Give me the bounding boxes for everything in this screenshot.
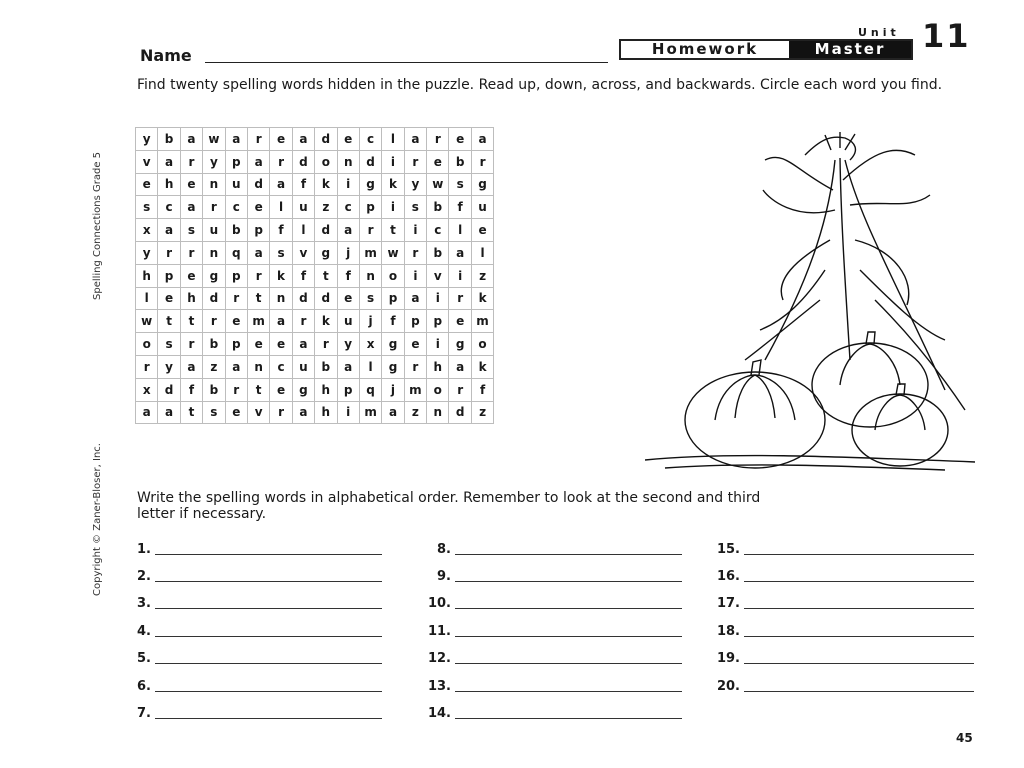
puzzle-row xyxy=(136,287,494,310)
puzzle-letter[interactable]: s xyxy=(158,333,180,356)
puzzle-letter[interactable]: i xyxy=(427,333,449,356)
puzzle-letter[interactable]: b xyxy=(427,196,449,219)
puzzle-letter[interactable]: v xyxy=(292,241,314,264)
answer-line[interactable] xyxy=(425,591,682,611)
answer-number: 20. xyxy=(716,679,740,694)
puzzle-letter[interactable]: b xyxy=(449,150,471,173)
puzzle-letter[interactable]: r xyxy=(359,219,381,242)
puzzle-letter[interactable]: w xyxy=(203,128,225,151)
answer-number: 15. xyxy=(716,542,740,557)
answer-number: 3. xyxy=(137,596,151,611)
puzzle-row xyxy=(136,401,494,424)
puzzle-letter[interactable]: o xyxy=(136,333,158,356)
puzzle-letter[interactable]: i xyxy=(404,264,426,287)
puzzle-letter[interactable]: u xyxy=(292,196,314,219)
puzzle-letter[interactable]: m xyxy=(404,378,426,401)
puzzle-letter[interactable]: p xyxy=(225,333,247,356)
puzzle-letter[interactable]: e xyxy=(225,310,247,333)
puzzle-letter[interactable]: e xyxy=(247,196,269,219)
puzzle-letter[interactable]: k xyxy=(471,355,493,378)
puzzle-letter[interactable]: s xyxy=(270,241,292,264)
puzzle-letter[interactable]: r xyxy=(180,150,202,173)
puzzle-letter[interactable]: e xyxy=(337,287,359,310)
puzzle-letter[interactable]: q xyxy=(359,378,381,401)
puzzle-letter[interactable]: l xyxy=(270,196,292,219)
puzzle-letter[interactable]: k xyxy=(382,173,404,196)
puzzle-letter[interactable]: r xyxy=(270,401,292,424)
puzzle-letter[interactable]: a xyxy=(180,128,202,151)
puzzle-letter[interactable]: k xyxy=(471,287,493,310)
answer-number: 7. xyxy=(137,706,151,721)
puzzle-letter[interactable]: l xyxy=(292,219,314,242)
puzzle-letter[interactable]: r xyxy=(449,287,471,310)
puzzle-row xyxy=(136,128,494,151)
puzzle-letter[interactable]: p xyxy=(427,310,449,333)
puzzle-letter[interactable]: r xyxy=(225,287,247,310)
answer-number: 6. xyxy=(137,679,151,694)
puzzle-letter[interactable]: a xyxy=(247,241,269,264)
answer-line[interactable] xyxy=(125,646,382,666)
puzzle-letter[interactable]: p xyxy=(225,264,247,287)
puzzle-letter[interactable]: e xyxy=(270,333,292,356)
puzzle-letter[interactable]: a xyxy=(449,241,471,264)
puzzle-letter[interactable]: a xyxy=(158,150,180,173)
puzzle-letter[interactable]: i xyxy=(449,264,471,287)
puzzle-letter[interactable]: t xyxy=(315,264,337,287)
answer-number: 1. xyxy=(137,542,151,557)
puzzle-letter[interactable]: t xyxy=(180,310,202,333)
answer-number: 16. xyxy=(716,569,740,584)
puzzle-letter[interactable]: a xyxy=(337,219,359,242)
puzzle-letter[interactable]: j xyxy=(337,241,359,264)
puzzle-row xyxy=(136,241,494,264)
puzzle-letter[interactable]: o xyxy=(471,333,493,356)
puzzle-letter[interactable]: e xyxy=(427,150,449,173)
answer-line[interactable] xyxy=(714,646,974,666)
puzzle-letter[interactable]: r xyxy=(247,128,269,151)
homework-label: Homework xyxy=(651,40,759,58)
puzzle-letter[interactable]: g xyxy=(471,173,493,196)
puzzle-letter[interactable]: z xyxy=(471,401,493,424)
puzzle-letter[interactable]: r xyxy=(471,150,493,173)
puzzle-letter[interactable]: i xyxy=(404,219,426,242)
puzzle-letter[interactable]: r xyxy=(404,150,426,173)
puzzle-letter[interactable]: b xyxy=(203,378,225,401)
puzzle-letter[interactable]: s xyxy=(180,219,202,242)
puzzle-letter[interactable]: u xyxy=(471,196,493,219)
puzzle-letter[interactable]: r xyxy=(203,196,225,219)
puzzle-letter[interactable]: l xyxy=(449,219,471,242)
puzzle-letter[interactable]: a xyxy=(247,150,269,173)
puzzle-letter[interactable]: w xyxy=(382,241,404,264)
name-input-line[interactable] xyxy=(205,62,608,63)
puzzle-letter[interactable]: b xyxy=(203,333,225,356)
series-label: Spelling Connections Grade 5 xyxy=(92,151,103,300)
puzzle-letter[interactable]: n xyxy=(270,287,292,310)
puzzle-letter[interactable]: c xyxy=(270,355,292,378)
puzzle-letter[interactable]: c xyxy=(225,196,247,219)
puzzle-row xyxy=(136,378,494,401)
puzzle-letter[interactable]: e xyxy=(180,264,202,287)
puzzle-letter[interactable]: k xyxy=(315,310,337,333)
puzzle-letter[interactable]: r xyxy=(270,150,292,173)
puzzle-letter[interactable]: h xyxy=(315,378,337,401)
puzzle-letter[interactable]: z xyxy=(471,264,493,287)
puzzle-letter[interactable]: v xyxy=(247,401,269,424)
puzzle-letter[interactable]: b xyxy=(315,355,337,378)
puzzle-row xyxy=(136,150,494,173)
pumpkin-icon xyxy=(645,332,975,470)
puzzle-letter[interactable]: i xyxy=(337,401,359,424)
answer-number: 14. xyxy=(427,706,451,721)
puzzle-letter[interactable]: g xyxy=(382,333,404,356)
puzzle-letter[interactable]: e xyxy=(180,173,202,196)
puzzle-letter[interactable]: p xyxy=(247,219,269,242)
puzzle-letter[interactable]: d xyxy=(315,128,337,151)
puzzle-letter[interactable]: f xyxy=(337,264,359,287)
puzzle-letter[interactable]: m xyxy=(359,241,381,264)
corn-stalk-pumpkins-illustration xyxy=(645,130,985,478)
corn-stalk-icon xyxy=(745,132,965,410)
puzzle-letter[interactable]: e xyxy=(449,310,471,333)
answer-number: 18. xyxy=(716,624,740,639)
puzzle-letter[interactable]: f xyxy=(292,173,314,196)
answer-number: 8. xyxy=(437,542,451,557)
puzzle-letter[interactable]: a xyxy=(292,401,314,424)
puzzle-letter[interactable]: h xyxy=(180,287,202,310)
puzzle-letter[interactable]: r xyxy=(203,310,225,333)
word-search-grid xyxy=(135,127,494,424)
puzzle-letter[interactable]: t xyxy=(247,287,269,310)
puzzle-letter[interactable]: y xyxy=(136,241,158,264)
puzzle-letter[interactable]: r xyxy=(404,355,426,378)
puzzle-letter[interactable]: d xyxy=(158,378,180,401)
puzzle-letter[interactable]: l xyxy=(359,355,381,378)
puzzle-row xyxy=(136,333,494,356)
puzzle-letter[interactable]: n xyxy=(203,173,225,196)
puzzle-letter[interactable]: a xyxy=(180,196,202,219)
puzzle-letter[interactable]: s xyxy=(404,196,426,219)
puzzle-letter[interactable]: a xyxy=(225,355,247,378)
puzzle-row xyxy=(136,219,494,242)
puzzle-letter[interactable]: e xyxy=(247,333,269,356)
puzzle-letter[interactable]: d xyxy=(292,150,314,173)
puzzle-letter[interactable]: i xyxy=(382,196,404,219)
puzzle-letter[interactable]: a xyxy=(382,401,404,424)
answer-line[interactable] xyxy=(125,701,382,721)
puzzle-letter[interactable]: c xyxy=(427,219,449,242)
puzzle-letter[interactable]: f xyxy=(449,196,471,219)
puzzle-letter[interactable]: g xyxy=(203,264,225,287)
puzzle-row xyxy=(136,355,494,378)
puzzle-letter[interactable]: u xyxy=(225,173,247,196)
puzzle-letter[interactable]: e xyxy=(449,128,471,151)
puzzle-letter[interactable]: a xyxy=(158,219,180,242)
puzzle-letter[interactable]: s xyxy=(203,401,225,424)
puzzle-letter[interactable]: r xyxy=(292,310,314,333)
puzzle-letter[interactable]: y xyxy=(158,355,180,378)
puzzle-letter[interactable]: e xyxy=(270,128,292,151)
answer-number: 19. xyxy=(716,651,740,666)
puzzle-letter[interactable]: p xyxy=(158,264,180,287)
puzzle-letter[interactable]: a xyxy=(158,401,180,424)
puzzle-letter[interactable]: j xyxy=(382,378,404,401)
puzzle-letter[interactable]: h xyxy=(136,264,158,287)
puzzle-letter[interactable]: f xyxy=(382,310,404,333)
puzzle-letter[interactable]: a xyxy=(404,128,426,151)
answer-instructions: Write the spelling words in alphabetical order. Remember to look at the second and third letter if necessary. xyxy=(137,490,761,522)
puzzle-letter[interactable]: j xyxy=(359,310,381,333)
answer-number: 17. xyxy=(716,596,740,611)
puzzle-letter[interactable]: p xyxy=(404,310,426,333)
puzzle-letter[interactable]: p xyxy=(382,287,404,310)
puzzle-row xyxy=(136,310,494,333)
puzzle-letter[interactable]: g xyxy=(359,173,381,196)
puzzle-letter[interactable]: g xyxy=(292,378,314,401)
puzzle-letter[interactable]: t xyxy=(382,219,404,242)
puzzle-letter[interactable]: c xyxy=(337,196,359,219)
puzzle-letter[interactable]: e xyxy=(270,378,292,401)
answer-number: 2. xyxy=(137,569,151,584)
answer-line[interactable] xyxy=(125,674,382,694)
puzzle-letter[interactable]: o xyxy=(315,150,337,173)
puzzle-letter[interactable]: t xyxy=(247,378,269,401)
puzzle-letter[interactable]: s xyxy=(359,287,381,310)
puzzle-letter[interactable]: r xyxy=(158,241,180,264)
puzzle-letter[interactable]: d xyxy=(315,287,337,310)
answer-line[interactable] xyxy=(714,619,974,639)
answer-line[interactable] xyxy=(714,591,974,611)
puzzle-letter[interactable]: e xyxy=(158,287,180,310)
puzzle-letter[interactable]: n xyxy=(427,401,449,424)
puzzle-row xyxy=(136,264,494,287)
puzzle-letter[interactable]: r xyxy=(247,264,269,287)
puzzle-letter[interactable]: x xyxy=(136,219,158,242)
puzzle-letter[interactable]: h xyxy=(315,401,337,424)
puzzle-letter[interactable]: u xyxy=(337,310,359,333)
puzzle-letter[interactable]: y xyxy=(136,128,158,151)
puzzle-instructions: Find twenty spelling words hidden in the puzzle. Read up, down, across, and backwards. Circle each word you find. xyxy=(137,77,943,93)
puzzle-letter[interactable]: n xyxy=(247,355,269,378)
puzzle-letter[interactable]: l xyxy=(471,241,493,264)
answer-line[interactable] xyxy=(425,674,682,694)
puzzle-letter[interactable]: f xyxy=(292,264,314,287)
puzzle-letter[interactable]: i xyxy=(427,287,449,310)
puzzle-letter[interactable]: c xyxy=(158,196,180,219)
answer-line[interactable] xyxy=(714,537,974,557)
answer-line[interactable] xyxy=(425,619,682,639)
puzzle-letter[interactable]: b xyxy=(225,219,247,242)
puzzle-letter[interactable]: e xyxy=(136,173,158,196)
answer-number: 10. xyxy=(427,596,451,611)
puzzle-letter[interactable]: y xyxy=(203,150,225,173)
puzzle-letter[interactable]: d xyxy=(247,173,269,196)
puzzle-letter[interactable]: x xyxy=(136,378,158,401)
answer-line[interactable] xyxy=(714,674,974,694)
answer-line[interactable] xyxy=(425,564,682,584)
puzzle-letter[interactable]: d xyxy=(203,287,225,310)
homework-master-banner xyxy=(619,39,913,60)
puzzle-letter[interactable]: z xyxy=(315,196,337,219)
puzzle-letter[interactable]: f xyxy=(471,378,493,401)
puzzle-letter[interactable]: h xyxy=(427,355,449,378)
puzzle-letter[interactable]: a xyxy=(270,173,292,196)
puzzle-letter[interactable]: v xyxy=(136,150,158,173)
puzzle-letter[interactable]: f xyxy=(270,219,292,242)
puzzle-letter[interactable]: r xyxy=(225,378,247,401)
puzzle-letter[interactable]: q xyxy=(225,241,247,264)
puzzle-letter[interactable]: l xyxy=(382,128,404,151)
puzzle-letter[interactable]: a xyxy=(225,128,247,151)
answer-line[interactable] xyxy=(125,564,382,584)
puzzle-letter[interactable]: w xyxy=(136,310,158,333)
puzzle-letter[interactable]: r xyxy=(136,355,158,378)
answer-number: 13. xyxy=(427,679,451,694)
puzzle-letter[interactable]: g xyxy=(382,355,404,378)
puzzle-letter[interactable]: e xyxy=(404,333,426,356)
puzzle-letter[interactable]: r xyxy=(427,128,449,151)
puzzle-letter[interactable]: a xyxy=(337,355,359,378)
puzzle-letter[interactable]: r xyxy=(180,241,202,264)
puzzle-letter[interactable]: e xyxy=(337,128,359,151)
puzzle-letter[interactable]: f xyxy=(180,378,202,401)
puzzle-letter[interactable]: d xyxy=(359,150,381,173)
puzzle-letter[interactable]: b xyxy=(427,241,449,264)
master-label: Master xyxy=(789,41,911,58)
puzzle-letter[interactable]: n xyxy=(359,264,381,287)
puzzle-letter[interactable]: e xyxy=(471,219,493,242)
answer-number: 11. xyxy=(427,624,451,639)
puzzle-letter[interactable]: r xyxy=(449,378,471,401)
puzzle-letter[interactable]: w xyxy=(427,173,449,196)
puzzle-letter[interactable]: o xyxy=(427,378,449,401)
answer-line[interactable] xyxy=(125,537,382,557)
puzzle-letter[interactable]: r xyxy=(404,241,426,264)
answer-number: 5. xyxy=(137,651,151,666)
puzzle-letter[interactable]: r xyxy=(315,333,337,356)
puzzle-letter[interactable]: u xyxy=(203,219,225,242)
puzzle-letter[interactable]: a xyxy=(180,355,202,378)
puzzle-letter[interactable]: i xyxy=(337,173,359,196)
puzzle-letter[interactable]: d xyxy=(315,219,337,242)
puzzle-letter[interactable]: a xyxy=(292,333,314,356)
puzzle-letter[interactable]: m xyxy=(247,310,269,333)
puzzle-letter[interactable]: t xyxy=(158,310,180,333)
puzzle-letter[interactable]: y xyxy=(337,333,359,356)
puzzle-letter[interactable]: a xyxy=(471,128,493,151)
puzzle-letter[interactable]: e xyxy=(225,401,247,424)
puzzle-letter[interactable]: a xyxy=(270,310,292,333)
puzzle-letter[interactable]: i xyxy=(382,150,404,173)
puzzle-letter[interactable]: s xyxy=(449,173,471,196)
unit-label: Unit xyxy=(858,26,900,39)
puzzle-letter[interactable]: n xyxy=(337,150,359,173)
answer-line[interactable] xyxy=(425,646,682,666)
puzzle-letter[interactable]: p xyxy=(225,150,247,173)
answer-number: 4. xyxy=(137,624,151,639)
puzzle-letter[interactable]: a xyxy=(449,355,471,378)
puzzle-letter[interactable]: k xyxy=(315,173,337,196)
puzzle-letter[interactable]: g xyxy=(315,241,337,264)
puzzle-letter[interactable]: u xyxy=(292,355,314,378)
puzzle-letter[interactable]: x xyxy=(359,333,381,356)
puzzle-letter[interactable]: z xyxy=(203,355,225,378)
puzzle-letter[interactable]: l xyxy=(136,287,158,310)
puzzle-letter[interactable]: p xyxy=(337,378,359,401)
answer-line[interactable] xyxy=(714,564,974,584)
puzzle-letter[interactable]: z xyxy=(404,401,426,424)
unit-number: 11 xyxy=(922,17,971,55)
puzzle-letter[interactable]: r xyxy=(180,333,202,356)
puzzle-letter[interactable]: v xyxy=(427,264,449,287)
puzzle-letter[interactable]: a xyxy=(404,287,426,310)
puzzle-letter[interactable]: a xyxy=(136,401,158,424)
puzzle-letter[interactable]: s xyxy=(136,196,158,219)
answer-line[interactable] xyxy=(425,701,682,721)
puzzle-letter[interactable]: h xyxy=(158,173,180,196)
puzzle-letter[interactable]: m xyxy=(471,310,493,333)
answer-number: 9. xyxy=(437,569,451,584)
puzzle-letter[interactable]: n xyxy=(203,241,225,264)
puzzle-letter[interactable]: k xyxy=(270,264,292,287)
puzzle-letter[interactable]: d xyxy=(292,287,314,310)
puzzle-letter[interactable]: a xyxy=(292,128,314,151)
page-number: 45 xyxy=(956,731,973,745)
answer-line[interactable] xyxy=(425,537,682,557)
copyright-label: Copyright © Zaner-Bloser, Inc. xyxy=(92,443,103,596)
puzzle-letter[interactable]: b xyxy=(158,128,180,151)
puzzle-letter[interactable]: g xyxy=(449,333,471,356)
puzzle-letter[interactable]: d xyxy=(449,401,471,424)
puzzle-letter[interactable]: p xyxy=(359,196,381,219)
puzzle-row xyxy=(136,173,494,196)
answer-line[interactable] xyxy=(125,619,382,639)
puzzle-row xyxy=(136,196,494,219)
answer-line[interactable] xyxy=(125,591,382,611)
puzzle-letter[interactable]: t xyxy=(180,401,202,424)
answer-number: 12. xyxy=(427,651,451,666)
name-label: Name xyxy=(140,46,192,65)
puzzle-letter[interactable]: o xyxy=(382,264,404,287)
puzzle-letter[interactable]: m xyxy=(359,401,381,424)
puzzle-letter[interactable]: y xyxy=(404,173,426,196)
puzzle-letter[interactable]: c xyxy=(359,128,381,151)
